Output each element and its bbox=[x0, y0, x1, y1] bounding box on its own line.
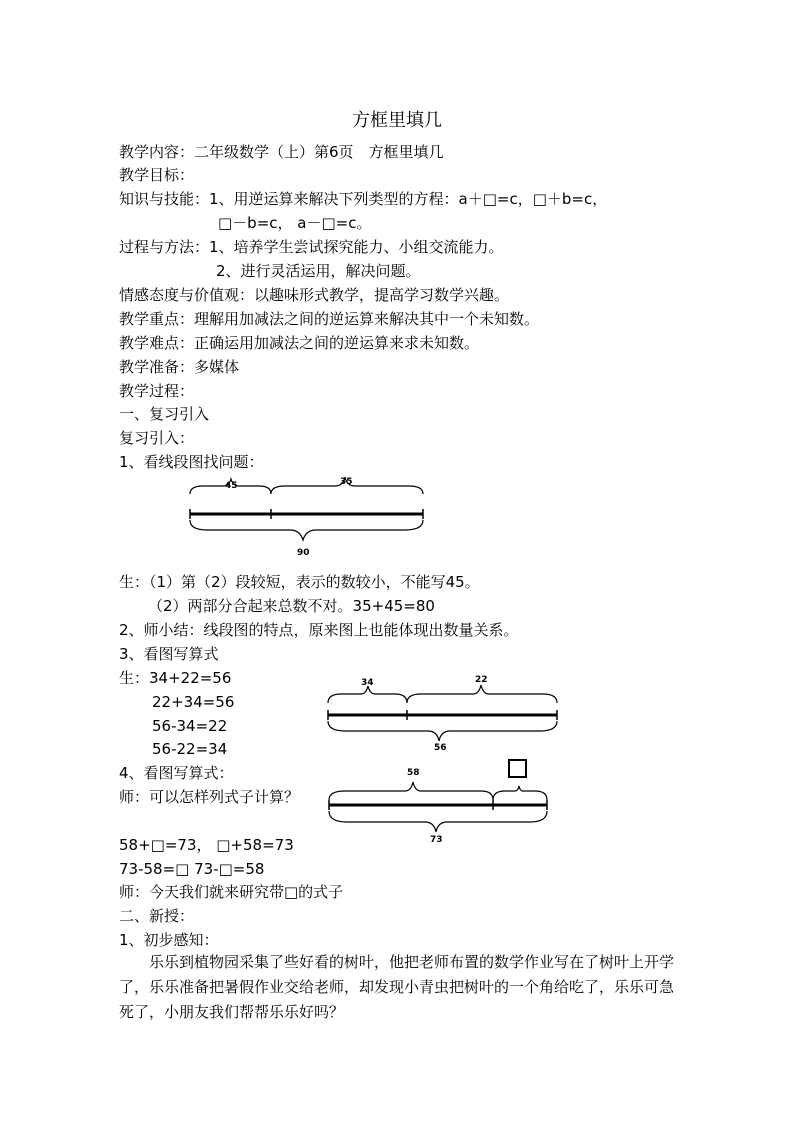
label-35: 35 bbox=[340, 477, 353, 487]
step-4: 4、看图写算式： bbox=[119, 764, 234, 782]
brace-total bbox=[328, 721, 557, 741]
equation-1: 生：34+22=56 bbox=[119, 669, 232, 687]
emotion-values: 情感态度与价值观：以趣味形式教学，提高学习数学兴趣。 bbox=[119, 286, 510, 304]
equation-3: 56-34=22 bbox=[152, 717, 228, 735]
teacher-question: 师：可以怎样列式子计算？ bbox=[119, 788, 300, 806]
teacher-summary: 2、师小结：线段图的特点，原来图上也能体现出数量关系。 bbox=[119, 621, 519, 639]
step-1: 1、看线段图找问题： bbox=[119, 453, 264, 471]
step-initial: 1、初步感知： bbox=[119, 931, 219, 949]
preparation: 教学准备：多媒体 bbox=[119, 358, 240, 376]
brace-unknown bbox=[493, 786, 547, 800]
review-intro: 复习引入： bbox=[119, 429, 195, 447]
teacher-statement: 师：今天我们就来研究带□的式子 bbox=[119, 883, 344, 901]
student-answer-2: （2）两部分合起来总数不对。35+45=80 bbox=[148, 597, 435, 615]
label-22: 22 bbox=[475, 675, 488, 685]
brace-total bbox=[329, 811, 547, 832]
section-new: 二、新授： bbox=[119, 907, 195, 925]
equations-with-box-1: 58+□=73， □+58=73 bbox=[119, 836, 294, 854]
step-3: 3、看图写算式 bbox=[119, 645, 219, 663]
brace-part-a bbox=[329, 782, 493, 800]
label-34: 34 bbox=[361, 678, 374, 688]
knowledge-skills: 知识与技能：1、用逆运算来解决下列类型的方程：a＋□=c，□＋b=c， bbox=[119, 190, 608, 208]
equations-with-box-2: 73-58=□ 73-□=58 bbox=[119, 860, 265, 878]
teaching-goals-heading: 教学目标： bbox=[119, 166, 195, 184]
student-answer-1: 生：（1）第（2）段较短，表示的数较小，不能写45。 bbox=[119, 573, 480, 591]
section-review: 一、复习引入 bbox=[119, 405, 210, 423]
brace-part-a bbox=[328, 686, 407, 703]
page-title: 方框里填几 bbox=[352, 110, 442, 131]
label-45: 45 bbox=[225, 481, 238, 491]
segment-diagram-1 bbox=[185, 472, 430, 562]
label-58: 58 bbox=[407, 768, 420, 778]
segment-diagram-2 bbox=[323, 670, 563, 752]
equation-2: 22+34=56 bbox=[152, 693, 235, 711]
unknown-box bbox=[509, 760, 526, 777]
story-paragraph: 乐乐到植物园采集了些好看的树叶，他把老师布置的数学作业写在了树叶上开学了，乐乐准备把暑假作业交给老师，却发现小青虫把树叶的一个角给吃了，乐乐可急死了，小朋友我们帮帮乐乐好吗？ bbox=[119, 953, 675, 1021]
difficult-point: 教学难点：正确运用加减法之间的逆运算来求未知数。 bbox=[119, 334, 480, 352]
label-90: 90 bbox=[297, 548, 310, 558]
brace-part-b bbox=[407, 685, 557, 703]
teaching-content: 教学内容：二年级数学（上）第6页 方框里填几 bbox=[119, 143, 444, 161]
brace-total bbox=[190, 520, 423, 540]
process-heading: 教学过程： bbox=[119, 382, 195, 400]
process-methods: 过程与方法：1、培养学生尝试探究能力、小组交流能力。 bbox=[119, 238, 504, 256]
process-methods-cont: 2、进行灵活运用，解决问题。 bbox=[216, 262, 421, 280]
label-56: 56 bbox=[434, 743, 447, 753]
knowledge-skills-cont: □－b=c， a－□=c。 bbox=[218, 214, 372, 232]
label-73: 73 bbox=[430, 835, 443, 845]
equation-4: 56-22=34 bbox=[152, 740, 228, 758]
segment-diagram-3 bbox=[325, 758, 555, 850]
key-point: 教学重点：理解用加减法之间的逆运算来解决其中一个未知数。 bbox=[119, 310, 540, 328]
